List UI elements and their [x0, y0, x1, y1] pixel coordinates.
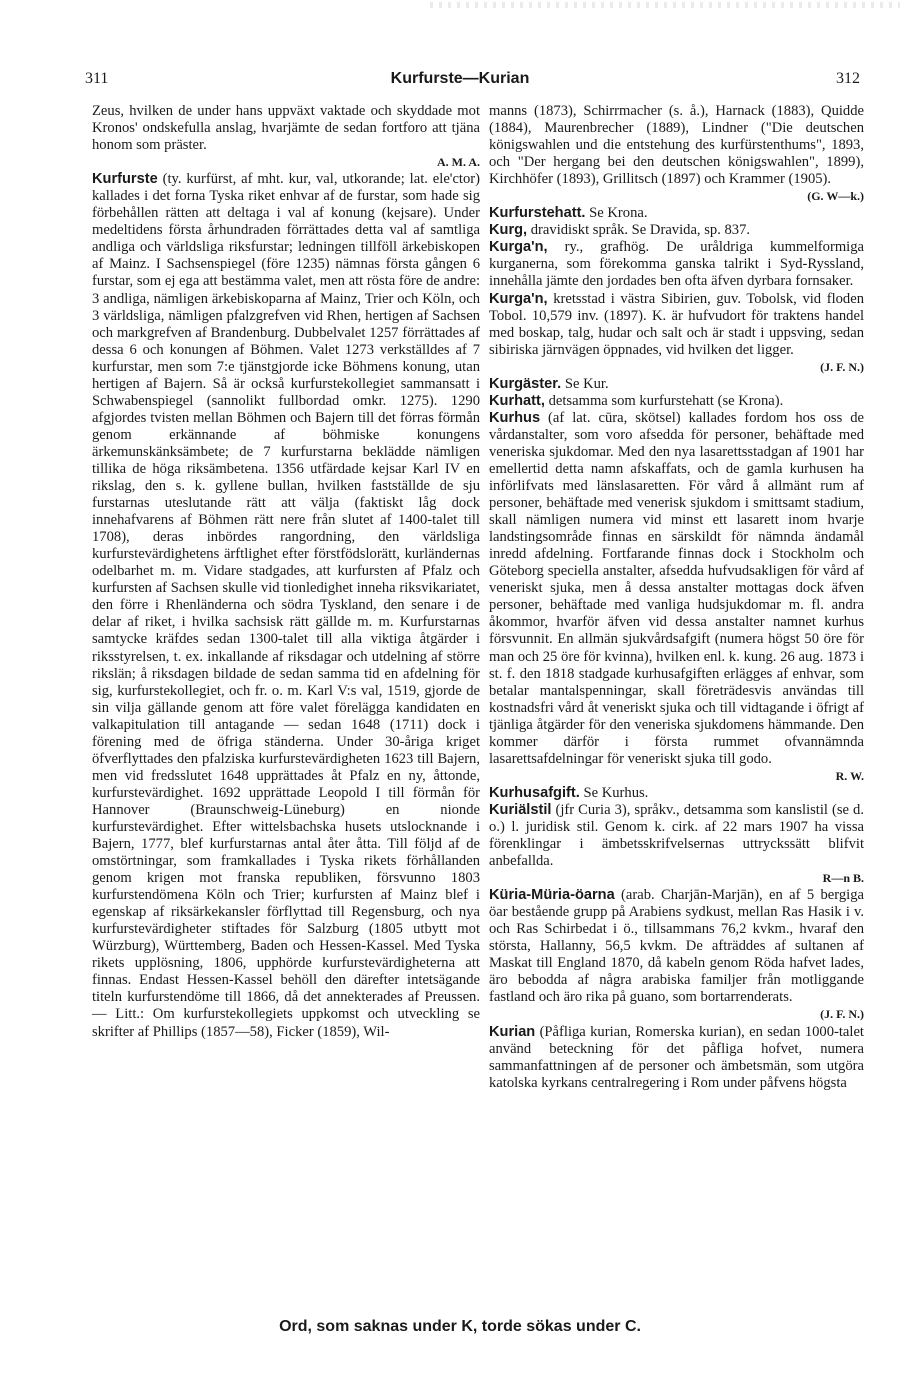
entry-headword: Kurian: [489, 1023, 536, 1040]
page-header: [0, 70, 920, 94]
entry-text: (jfr Curia 3), språkv., detsamma som kanslistil (se d. o.) l. juridisk stil. Genom k. cirk. af 22 mars 1907 ha vissa förenklingar i ämbetsskrifvelsernas uttryckssätt blifvit anbefallda.: [489, 801, 864, 870]
author-signature: A. M. A.: [437, 155, 480, 170]
entry-headword: Kurhusafgift.: [489, 784, 580, 801]
right-column: [489, 103, 864, 1092]
entry-headword: Kurga'n,: [489, 290, 548, 307]
entry-text: Se Kurhus.: [579, 784, 649, 801]
scan-noise: [430, 2, 900, 8]
footer-note: Ord, som saknas under K, torde sökas under C.: [279, 1318, 641, 1335]
dictionary-entry: [92, 103, 480, 171]
entry-text: detsamma som kurfurstehatt (se Krona).: [544, 392, 784, 409]
dictionary-entry: [489, 222, 864, 239]
entry-headword: Kurfurstehatt.: [489, 205, 586, 222]
dictionary-entry: [489, 239, 864, 290]
entry-text: dravidiskt språk. Se Dravida, sp. 837.: [527, 222, 751, 239]
entry-headword: Küria-Müria-öarna: [489, 887, 615, 904]
author-signature: (J. F. N.): [820, 1007, 864, 1022]
dictionary-entry: [489, 785, 864, 802]
running-title: Kurfurste—Kurian: [390, 70, 530, 87]
dictionary-entry: [489, 103, 864, 205]
dictionary-entry: [489, 1024, 864, 1092]
author-signature: (J. F. N.): [820, 359, 864, 374]
dictionary-entry: [92, 171, 480, 1040]
entry-text: (ty. kurfürst, af mht. kur, val, utkorande; lat. ele'ctor) kallades i det forna Tyska riket enhvar af de furstar, som hade sig förbehållen rätten att deltaga i val af konung (kejsare). Under medeltidens första århundraden förrättades detta val af samtliga andliga och världsliga riksfurstar; ledningen tillföll ärkebiskopen af Mainz. I Sachsenspiegel (före 1235) nämnas första gången 6 furstar, som ej ega att bestämma valet, men att rösta före de andre: 3 andliga, nämligen ärkebiskoparna af Mainz, Trier och Köln, och 3 världsliga, nämligen pfalzgrefven vid Rhen, hertigen af Sachsen och markgrefven af Brandenburg. Dubbelvalet 1257 förrättades af dessa 6 och konungen af Böhmen. Valet 1273 verkställdes af 7 kurfurstar, men som 7:e tjänstgjorde icke Böhmens konung, utan hertigen af Bajern. Så är också kurfurstekollegiet sammansatt i Schwabenspiegel (sannolikt fullbordad omkr. 1275). 1290 afgjordes tvisten mellan Böhmen och Bajern till det förras förmån genom erkännande af böhmiske konungens ärkemunskänksämbete; de 7 kurfurstarna beklädde nämligen tillika de höga riksämbetena. 1356 utfärdade kejsar Karl IV en rikslag, den s. k. gyllene bullan, hvilken fastställde de sju furstarnas uteslutande rätt att välja (faktiskt låg dock innehafvarens af Böhmen rätt nere från slutet af 1400-talet till 1708), deras inbördes rangordning, den världsliga kurfurstevärdighetens ärftlighet efter förstfödslorätt, kurländernas odelbarhet m. m. Vidare stadgades, att kurfursten af Pfalz och kurfursten af Sachsen skulle vid tionledighet inneha riksvikariatet, den förre i Rhenländerna och södra Tyskland, den senare i de delar af riket, i hvilka sachsisk rätt gällde m. m. Kurfurstarnas samtycke kräfdes sedan 1300-talet till alla viktiga åtgärder i riksstyrelsen, t. ex. inkallande af riksdagar och utdelning af större rikslän; å riksdagen bildade de sedan samma tid en afdelning för sig, kurfurstekollegiet, och fr. o. m. Karl V:s val, 1519, gjorde de sin vilja gällande genom att före valet förelägga kandidaten en valkapitulation till antagande — sedan 1648 (1711) dock i förening med de öfriga ständerna. Under 30-åriga kriget öfverflyttades den pfalziska kurfurstevärdigheten 1623 till Bajern, men vid fredsslutet 1648 upprättades åt Pfalz en ny, åttonde, kurfurstevärdighet. 1692 upprättade Leopold I till förmån för Hannover (Braunschweig-Lüneburg) en nionde kurfurstevärdighet. Efter wittelsbachska husets utslocknande i Bajern, 1777, blef kurfurstarnas antal åter åtta. Till följd af de omstörtningar, som framkallades i Tyska rikets förhållanden genom krigen mot franska republiken, försvunno 1803 kurfurstendömena Köln och Trier; kurfursten af Mainz blef i egenskap af riksärkekansler förflyttad till Regensburg, och nya kurfurstevärdigheter stiftades för Salzburg (1805 utbytt mot Würzburg), Württemberg, Baden och Hessen-Kassel. Med Tyska rikets upplösning, 1806, upphörde kurfurstevärdigheterna att finnas. Endast Hessen-Kassel behöll den därefter intetsägande titeln kurfurstendöme till 1866, då det annekterades af Preussen. — Litt.: Om kurfurstekollegiets uppkomst och utveckling se skrifter af Phillips (1857—58), Ficker (1859), Wil-: [92, 171, 480, 1040]
author-signature: (G. W—k.): [807, 189, 864, 204]
dictionary-entry: [489, 205, 864, 222]
entry-headword: Kurhatt,: [489, 392, 545, 409]
author-signature: R. W.: [835, 768, 864, 783]
dictionary-entry: [489, 410, 864, 785]
dictionary-entry: [489, 291, 864, 376]
entry-text: ry., grafhög. De uråldriga kummelformiga kurganerna, som förekomma ganska talrikt i Syd-Ryssland, innehålla jämte den jordades ben ofta äfven dyrbara fornsaker.: [489, 239, 864, 290]
dictionary-entry: [489, 393, 864, 410]
entry-headword: Kurg,: [489, 222, 528, 239]
entry-text: manns (1873), Schirrmacher (s. å.), Harnack (1883), Quidde (1884), Maurenbrecher (1889), Lindner ("Die deutschen königswahlen und die entstehung des kurfürstenthums", 1893, och "Der hergang bei den deutschen königswahlen", 1899), Kirchhöfer (1893), Grillitsch (1897) och Krammer (1905).: [489, 103, 864, 188]
entry-text: Zeus, hvilken de under hans uppväxt vaktade och skyddade mot Kronos' ondskefulla anslag, hvarjämte de sedan fortforo att tjäna honom som präster.: [92, 103, 480, 154]
entry-headword: Kuriälstil: [489, 801, 552, 818]
page-number-right: 312: [836, 70, 860, 87]
entry-text: Se Kur.: [561, 375, 609, 392]
entry-headword: Kurga'n,: [489, 239, 548, 256]
entry-text: (af lat. cūra, skötsel) kallades fordom hos oss de vårdanstalter, som voro afsedda för personer, behäftade med veneriska sjukdomar. Med den nya lasarettsstadgan af 1901 har emellertid detta namn afskaffats, och de gamla kurhusen ha införlifvats med länslasaretten. För vård å allmänt rum af personer, behäftade med venerisk sjukdom i smittsamt stadium, skall nämligen numera vid minst ett lasarett inom hvarje landstingsområde finnas en särskildt för nämnda ändamål inredd afdelning. Fortfarande finnas dock i Stockholm och Göteborg speciella anstalter, afsedda hufvudsakligen för vård af veneriskt sjuka, men å dessa anstalter mottagas dock äfven personer, behäftade med vanliga hudsjukdomar m. fl. andra åkommor, hvarför äfven vid dessa anstalter namnet kurhus försvunnit. En allmän sjukvårdsafgift (numera högst 50 öre för man och 25 öre för kvinna), hvilken enl. k. kung. 26 aug. 1873 i st. f. den 1818 stadgade kurhusafgiften erlägges af enhvar, som betalar mantalspenningar, skall företrädesvis användas till kostnadsfri vård åt veneriskt sjuka och till vidtagande i öfrigt af tjänliga åtgärder för den veneriska sjukdomens hämmande. Den kommer därför i första rummet ofvannämnda lasarettsafdelningar för veneriskt sjuka till godo.: [489, 409, 864, 767]
entry-headword: Kurgäster.: [489, 375, 562, 392]
entry-headword: Kurhus: [489, 409, 541, 426]
dictionary-entry: [489, 887, 864, 1023]
entry-headword: Kurfurste: [92, 171, 158, 188]
dictionary-entry: [489, 376, 864, 393]
left-column: [92, 103, 480, 1041]
page-number-left: 311: [85, 70, 109, 87]
entry-text: kretsstad i västra Sibirien, guv. Tobolsk, vid floden Tobol. 10,579 inv. (1897). K. är hufvudort för traktens handel med boskap, talg, hudar och salt och är stadt i uppsving, sedan sibiriska järnvägen öppnades, vid hvilken det ligger.: [489, 290, 864, 358]
entry-text: (arab. Charjān-Marjān), en af 5 bergiga öar bestående grupp på Arabiens sydkust, mellan Ras Hasik i v. och Ras Schirbedat i ö., tillsammans 76,2 kvkm., hvaraf den största, Hallanny, 56,5 kvkm. De afträddes af sultanen af Maskat till England 1870, då kabeln genom Röda hafvet lades, äro bebodda af några arabiska familjer från motliggande fastland och äro rika på guano, som bortarrenderats.: [489, 887, 864, 1006]
entry-text: (Påfliga kurian, Romerska kurian), en sedan 1000-talet använd beteckning för det påfliga hofvet, numera sammanfattningen af de personer och ämbetsmän, som utgöra katolska kyrkans centralregering i Rom under påfvens högsta: [489, 1023, 864, 1091]
entry-text: Se Krona.: [585, 205, 648, 222]
dictionary-entry: [489, 802, 864, 887]
author-signature: R—n B.: [822, 871, 864, 886]
